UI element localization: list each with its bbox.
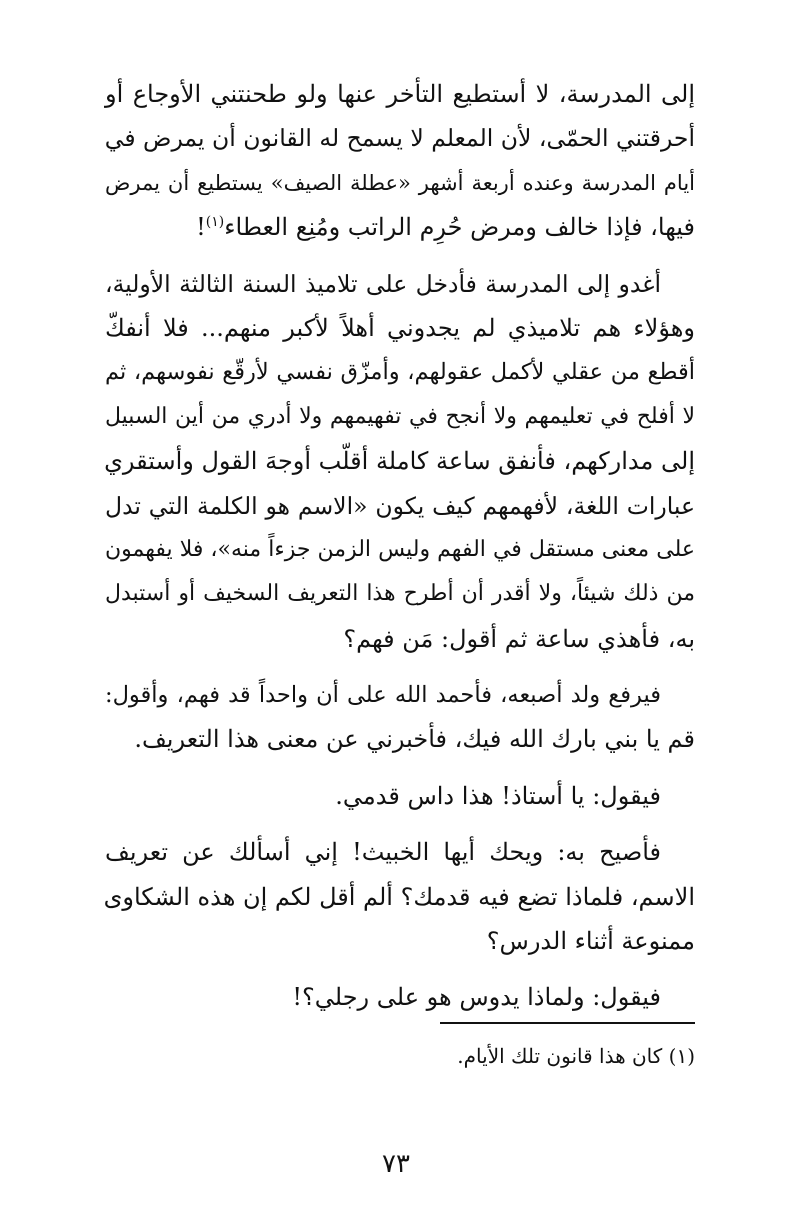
text-line: الاسم، فلماذا تضع فيه قدمك؟ ألم أقل لكم إن هذه الشكاوى	[103, 882, 695, 911]
text-line: إلى مداركهم، فأنفق ساعة كاملة أقلّب أوجهَ القول وأستقري	[104, 447, 695, 476]
text-line: فيقول: ولماذا يدوس هو على رجلي؟!	[292, 983, 661, 1012]
text-line: إلى المدرسة، لا أستطيع التأخر عنها ولو طحنتني الأوجاع أو	[105, 80, 695, 108]
page-body	[105, 72, 695, 1032]
text-line: لا أفلح في تعليمهم ولا أنجح في تفهيمهم ولا أدري من أين السبيل	[105, 403, 695, 429]
text-line: على معنى مستقل في الفهم وليس الزمن جزءاً منه»، فلا يفهمون	[105, 536, 695, 562]
paragraph-2	[105, 262, 695, 662]
paragraph-3	[105, 673, 695, 762]
text-line: أغدو إلى المدرسة فأدخل على تلاميذ السنة الثالثة الأولية،	[105, 269, 661, 298]
text-line: من ذلك شيئاً، ولا أقدر أن أطرح هذا التعريف السخيف أو أستبدل	[105, 581, 695, 607]
text-line: وهؤلاء هم تلاميذي لم يجدوني أهلاً لأكبر منهم... فلا أنفكّ	[105, 313, 696, 342]
text-line: قم يا بني بارك الله فيك، فأخبرني عن معنى هذا التعريف.	[134, 725, 695, 754]
text-line: فيرفع ولد أصبعه، فأحمد الله على أن واحداً قد فهم، وأقول:	[105, 682, 661, 709]
footnote-divider	[440, 1022, 695, 1024]
paragraph-6	[105, 975, 695, 1019]
paragraph-1	[105, 72, 695, 250]
text-line: أيام المدرسة وعنده أربعة أشهر «عطلة الصيف» يستطيع أن يمرض	[105, 170, 695, 195]
footnote-marker[interactable]: (١)	[205, 214, 225, 231]
text-line	[105, 205, 695, 249]
text-line: أحرقتني الحمّى، لأن المعلم لا يسمح له القانون أن يمرض في	[104, 124, 695, 153]
paragraph-4	[105, 774, 695, 818]
footnote: (١) كان هذا قانون تلك الأيام.	[457, 1044, 695, 1068]
text-segment: فيها، فإذا خالف ومرض حُرِم الراتب ومُنِع العطاء	[224, 213, 695, 242]
paragraph-5	[105, 830, 695, 963]
text-line: فأصيح به: ويحك أيها الخبيث! إني أسألك عن تعريف	[105, 838, 661, 867]
page-number: ٧٣	[382, 1149, 410, 1179]
text-line: ممنوعة أثناء الدرس؟	[486, 927, 695, 956]
text-segment: !	[196, 213, 206, 242]
text-line: عبارات اللغة، لأفهمهم كيف يكون «الاسم هو الكلمة التي تدل	[105, 491, 695, 520]
text-line: فيقول: يا أستاذ! هذا داس قدمي.	[335, 781, 661, 810]
text-line: به، فأهذي ساعة ثم أقول: مَن فهم؟	[343, 624, 695, 653]
text-line: أقطع من عقلي لأكمل عقولهم، وأمزّق نفسي لأرقّع نفوسهم، ثم	[105, 359, 695, 386]
